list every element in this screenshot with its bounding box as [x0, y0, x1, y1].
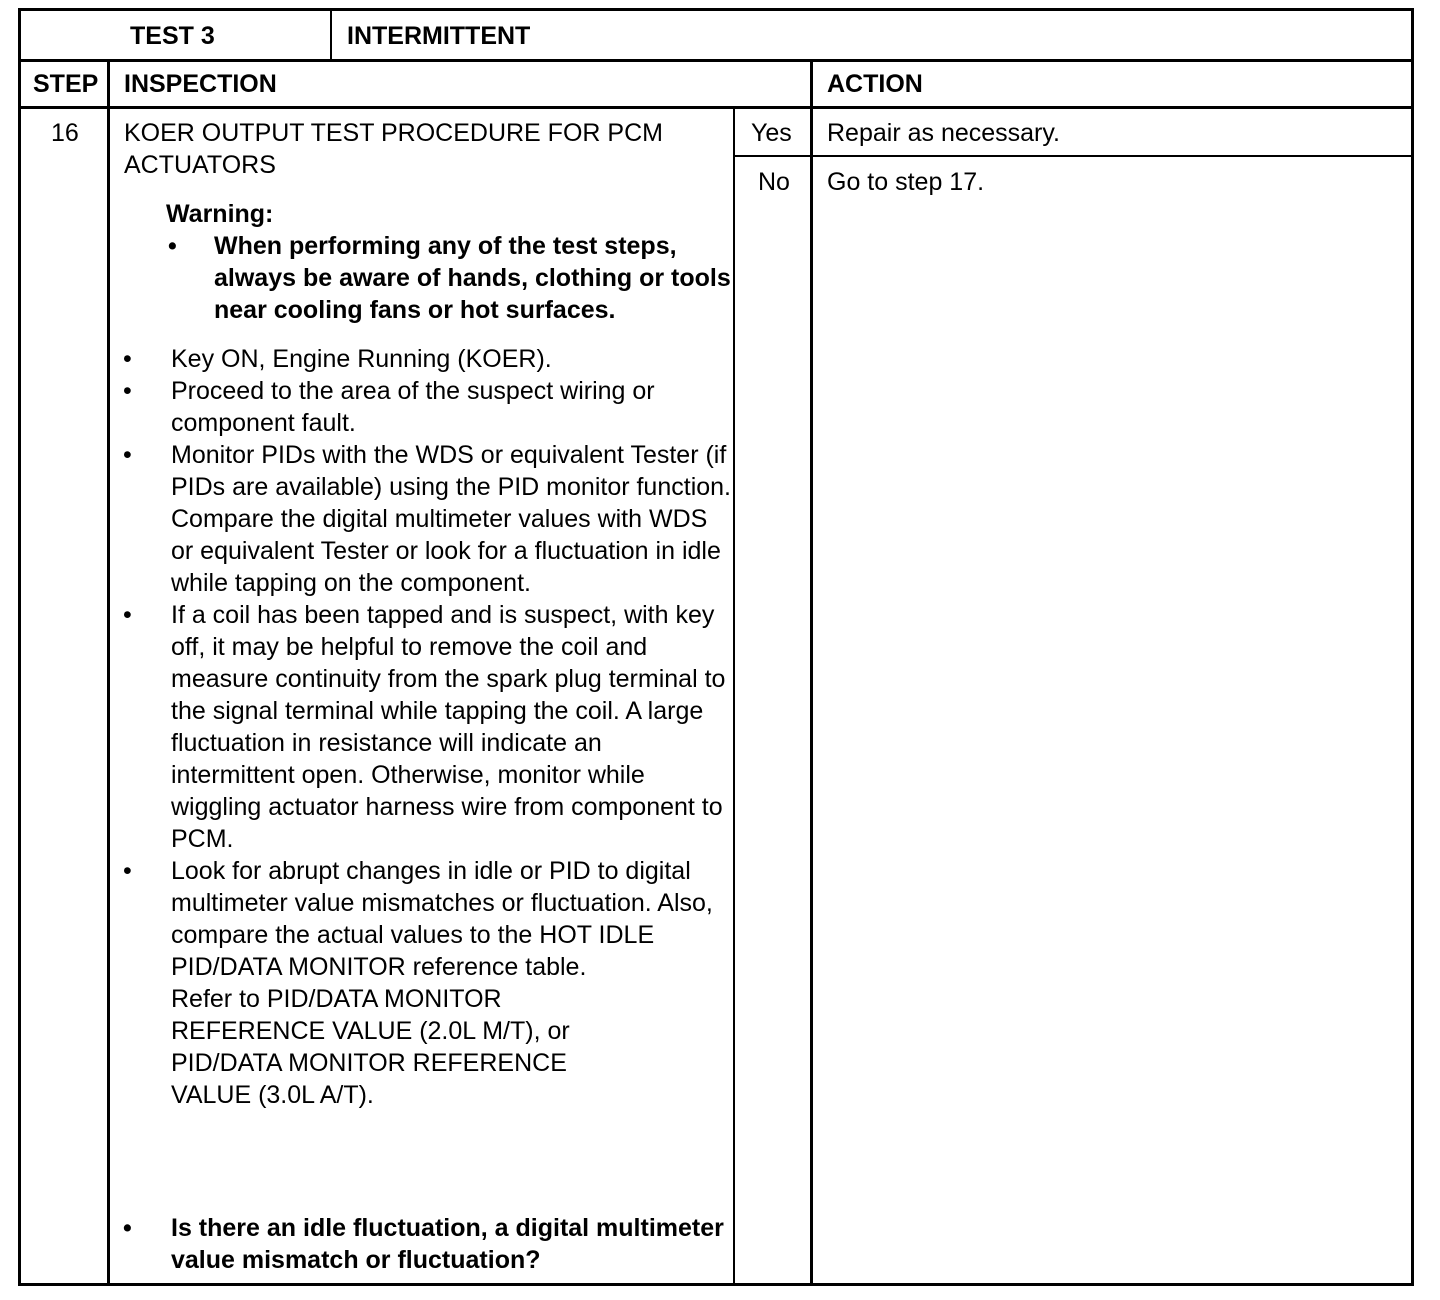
list-item: • Monitor PIDs with the WDS or equivalent Tester (if PIDs are available) using the PID monitor function. Compare the digital multimeter values with WDS or equivalent Tester or look for a fluctuation in idle while tapping on the component.	[119, 439, 731, 599]
inspection-bullet-list	[119, 343, 731, 1111]
test-label: TEST 3	[130, 22, 215, 50]
question-text: • Is there an idle fluctuation, a digital multimeter value mismatch or fluctuation?	[119, 1212, 731, 1276]
list-item: • Proceed to the area of the suspect wiring or component fault.	[119, 375, 731, 439]
list-item: • If a coil has been tapped and is suspect, with key off, it may be helpful to remove the coil and measure continuity from the spark plug terminal to the signal terminal while tapping the coil. A large fluctuation in resistance will indicate an intermittent open. Otherwise, monitor while wiggling actuator harness wire from component to PCM.	[119, 599, 731, 855]
step-column-divider	[107, 60, 110, 1283]
action-column-header: ACTION	[827, 70, 923, 98]
question-block	[119, 1212, 731, 1276]
action-no: Go to step 17.	[827, 168, 985, 196]
step-column-header: STEP	[33, 70, 99, 98]
action-yes: Repair as necessary.	[827, 119, 1060, 147]
warning-block	[166, 198, 734, 326]
test-title-divider	[330, 11, 332, 61]
column-header-divider	[21, 106, 1411, 109]
inspection-column-header: INSPECTION	[124, 70, 277, 98]
warning-label: Warning:	[166, 200, 274, 228]
header-divider	[21, 59, 1411, 62]
list-item: • Look for abrupt changes in idle or PID to digital multimeter value mismatches or fluctuation. Also, compare the actual values to the HOT IDLE PID/DATA MONITOR reference table.	[119, 855, 731, 983]
reference-text: Refer to PID/DATA MONITOR REFERENCE VALUE (2.0L M/T), or PID/DATA MONITOR REFERENCE VALUE (3.0L A/T).	[171, 985, 570, 1109]
warning-text: • When performing any of the test steps, always be aware of hands, clothing or tools near cooling fans or hot surfaces.	[166, 230, 734, 326]
step-number: 16	[51, 119, 79, 147]
answer-yes: Yes	[751, 119, 792, 147]
answer-no: No	[758, 168, 790, 196]
action-column-divider	[810, 60, 813, 1283]
list-item: • Key ON, Engine Running (KOER).	[119, 343, 731, 375]
yes-no-divider	[734, 155, 1411, 157]
diagnostic-test-table	[18, 8, 1414, 1286]
procedure-title: KOER OUTPUT TEST PROCEDURE FOR PCM ACTUATORS	[124, 119, 663, 179]
test-title: INTERMITTENT	[347, 22, 531, 50]
